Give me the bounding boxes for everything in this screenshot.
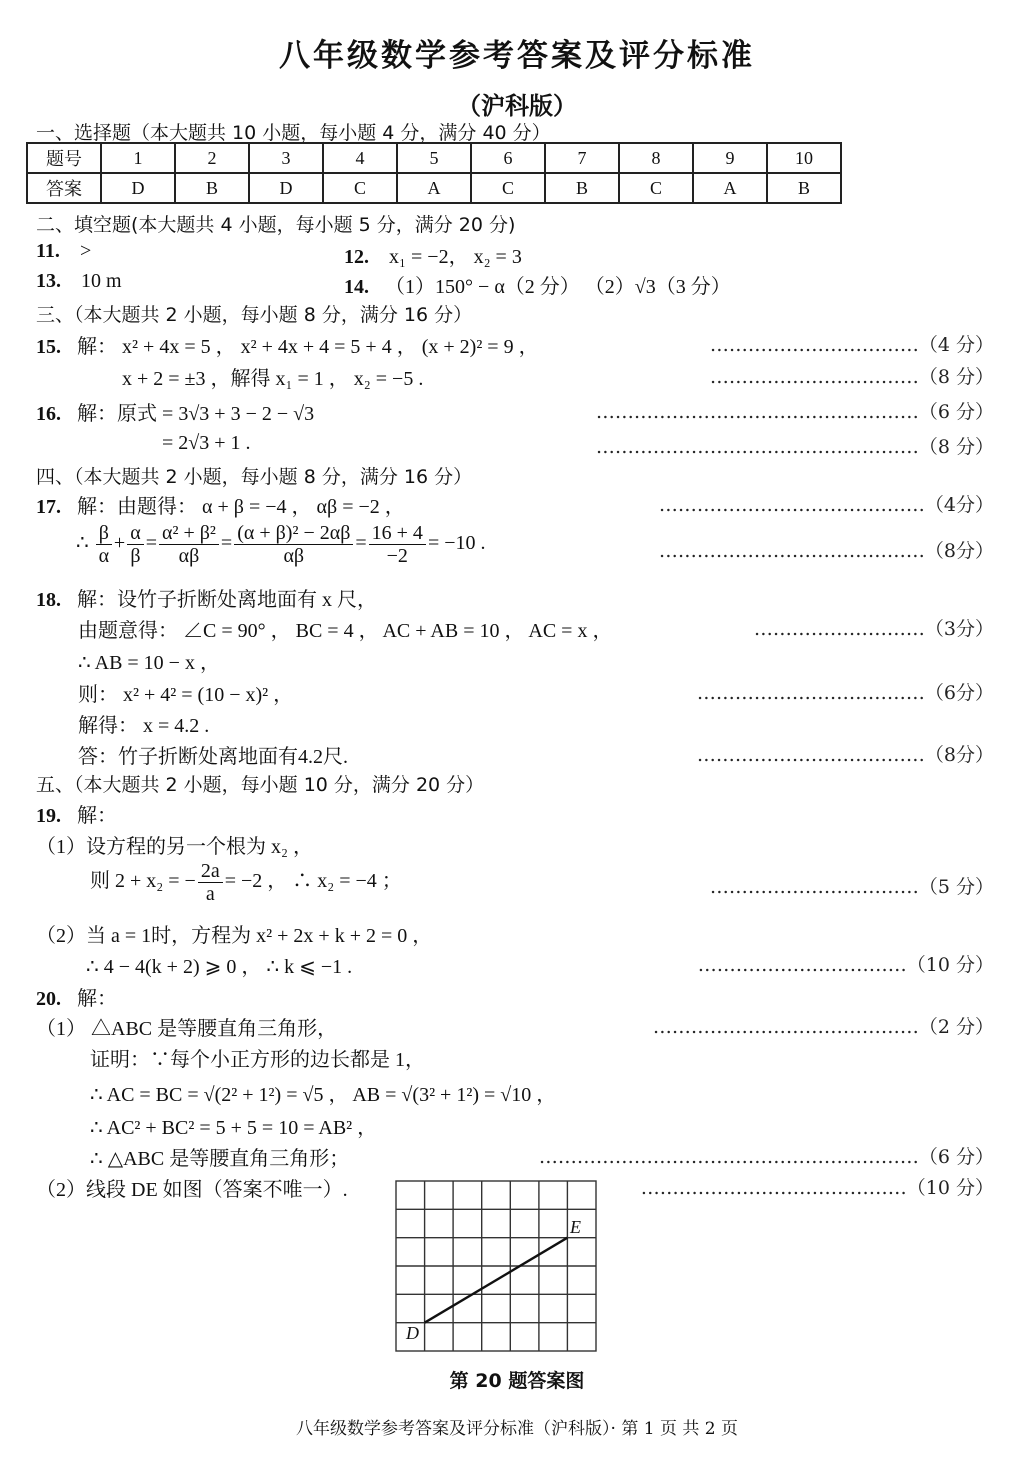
answer-cell: A <box>693 173 767 203</box>
q18-line2: 由题意得： ∠C = 90° ， BC = 4 ， AC + AB = 10 ， AC = x ， <box>78 620 613 642</box>
answer-cell: C <box>323 173 397 203</box>
q19-number: 19. <box>36 805 61 827</box>
q19-line4: ∴ 4 − 4(k + 2) ⩾ 0 ， ∴ k ⩽ −1 . <box>86 956 353 978</box>
q16-number: 16. <box>36 403 61 425</box>
section4-heading: 四、（本大题共 2 小题，每小题 8 分，满分 16 分） <box>36 466 473 488</box>
q13-number: 13. <box>36 270 61 292</box>
q16-line1-text: 解：原式 = 3√3 + 3 − 2 − √3 <box>77 403 315 425</box>
q19-line2-prefix: 则 2 + x₂ = − <box>90 870 196 893</box>
q12-answer <box>344 240 522 269</box>
q16-score2: ……………………………………………（8 分） <box>595 436 994 458</box>
fraction-denominator: αβ <box>178 545 200 567</box>
question-number: 3 <box>249 143 323 173</box>
q19-score4: ……………………………（10 分） <box>697 954 994 976</box>
therefore-symbol: ∴ <box>76 532 89 555</box>
q16-line1 <box>36 397 314 426</box>
q12-number: 12. <box>344 246 369 268</box>
q18-line4: 则： x² + 4² = (10 − x)² ， <box>78 684 294 706</box>
q17-line2: ∴ $\frac{\beta}{\alpha}$ + $\frac{\alpha}{\beta}$ = $\frac{\text{α² + β²}}{\alpha\beta}$ = $\frac{\text{(α + β)² − 2αβ}}{\alpha\beta}$ = $\frac{16 + 4}{-2}$ = −10 . <box>76 522 486 567</box>
section3-heading: 三、（本大题共 2 小题，每小题 8 分，满分 16 分） <box>36 304 473 326</box>
q20-line5: ∴ △ABC 是等腰直角三角形； <box>90 1148 350 1170</box>
point-e-label: E <box>570 1217 581 1237</box>
question-number: 4 <box>323 143 397 173</box>
segment-de <box>425 1238 568 1323</box>
question-number: 1 <box>101 143 175 173</box>
fraction-numerator: α <box>127 522 143 545</box>
question-row <box>27 143 841 173</box>
fraction <box>369 522 426 567</box>
fraction <box>198 860 223 905</box>
q18-line1 <box>36 583 377 612</box>
answer-cell: C <box>471 173 545 203</box>
section1-heading: 一、选择题（本大题共 10 小题，每小题 4 分，满分 40 分） <box>36 122 551 144</box>
answer-cell: B <box>175 173 249 203</box>
grid-figure <box>390 1175 604 1359</box>
q18-line5: 解得： x = 4.2 . <box>78 715 210 737</box>
grid-lines <box>396 1181 596 1351</box>
q16-score1: ……………………………………………（6 分） <box>595 401 994 423</box>
q17-line1 <box>36 490 405 519</box>
question-number: 10 <box>767 143 841 173</box>
fraction-numerator: α² + β² <box>159 522 219 545</box>
page-footer: 八年级数学参考答案及评分标准（沪科版）· 第 1 页 共 2 页 <box>296 1419 738 1439</box>
answer-table <box>26 142 842 204</box>
page-title: 八年级数学参考答案及评分标准 <box>279 38 755 74</box>
fraction-denominator: a <box>205 883 215 905</box>
q20-number: 20. <box>36 988 61 1010</box>
question-row-label: 题号 <box>27 143 101 173</box>
page-subtitle: （沪科版） <box>457 92 577 120</box>
q20-line6: （2）线段 DE 如图（答案不唯一）. <box>36 1179 348 1201</box>
q20-line1: （1） △ABC 是等腰直角三角形， <box>36 1018 338 1040</box>
q20-line3: ∴ AC = BC = √(2² + 1²) = √5 ， AB = √(3² + 1²) = √10 ， <box>90 1084 557 1106</box>
fraction <box>159 522 219 567</box>
q20-score6: ……………………………………（10 分） <box>640 1177 994 1199</box>
fraction-numerator: β <box>96 522 112 545</box>
q14-text: （1）150° − α（2 分） （2）√3（3 分） <box>385 276 731 298</box>
fraction-numerator: 16 + 4 <box>369 522 426 545</box>
q18-score4: ………………………………（6分） <box>696 682 994 704</box>
q15-score2: ……………………………（8 分） <box>709 366 994 388</box>
q15-score1: ……………………………（4 分） <box>709 334 994 356</box>
q11-text: > <box>79 240 92 262</box>
fraction-numerator: 2a <box>198 860 223 883</box>
fraction <box>234 522 353 567</box>
q17-number: 17. <box>36 496 61 518</box>
q20-score1: ……………………………………（2 分） <box>652 1016 994 1038</box>
q19-header-text: 解： <box>77 805 118 827</box>
answer-cell: B <box>545 173 619 203</box>
q17-line1-text: 解：由题得： α + β = −4 ， αβ = −2 ， <box>77 496 405 518</box>
fraction-denominator: α <box>98 545 110 567</box>
fraction <box>127 522 143 567</box>
question-number: 5 <box>397 143 471 173</box>
q18-line3: ∴ AB = 10 − x ， <box>78 652 220 674</box>
q19-score2: ……………………………（5 分） <box>709 876 994 898</box>
q15-line1-text: 解： x² + 4x = 5 ， x² + 4x + 4 = 5 + 4 ， (x + 2)² = 9 ， <box>77 336 539 358</box>
q19-line3: （2）当 a = 1时，方程为 x² + 2x + k + 2 = 0 ， <box>36 925 433 947</box>
q15-line1 <box>36 330 539 359</box>
section5-heading: 五、（本大题共 2 小题，每小题 10 分，满分 20 分） <box>36 774 485 796</box>
answer-cell: D <box>249 173 323 203</box>
q19-header <box>36 799 117 828</box>
q18-number: 18. <box>36 589 61 611</box>
fraction-denominator: β <box>130 545 141 567</box>
q19-line2-suffix: = −2 ， ∴ x₂ = −4 ； <box>224 870 402 893</box>
answer-cell: B <box>767 173 841 203</box>
q13-answer <box>36 270 122 293</box>
answer-row-label: 答案 <box>27 173 101 203</box>
q17-result: = −10 . <box>427 532 486 555</box>
fraction-denominator: αβ <box>283 545 305 567</box>
q11-number: 11. <box>36 240 60 262</box>
q16-line2: = 2√3 + 1 . <box>162 432 251 454</box>
q15-line2: x + 2 = ±3 ，解得 x₁ = 1 ， x₂ = −5 . <box>122 368 424 390</box>
q20-line2: 证明：∵每个小正方形的边长都是 1， <box>90 1049 425 1071</box>
q20-header-text: 解： <box>77 988 118 1010</box>
q13-text: 10 m <box>81 270 122 292</box>
q12-text: x₁ = −2， x₂ = 3 <box>389 246 522 268</box>
q20-header <box>36 982 117 1011</box>
section2-heading: 二、填空题(本大题共 4 小题，每小题 5 分，满分 20 分) <box>36 214 516 236</box>
fraction-denominator: −2 <box>386 545 408 567</box>
question-number: 8 <box>619 143 693 173</box>
q17-score2: ……………………………………（8分） <box>658 540 994 562</box>
q19-line2 <box>90 860 402 905</box>
q15-number: 15. <box>36 336 61 358</box>
q19-line1: （1）设方程的另一个根为 x₂ ， <box>36 836 313 858</box>
q14-answer <box>344 270 731 299</box>
answer-row <box>27 173 841 203</box>
answer-cell: A <box>397 173 471 203</box>
question-number: 2 <box>175 143 249 173</box>
answer-cell: C <box>619 173 693 203</box>
question-number: 9 <box>693 143 767 173</box>
answer-cell: D <box>101 173 175 203</box>
q18-score2: ………………………（3分） <box>753 618 994 640</box>
fraction-numerator: (α + β)² − 2αβ <box>234 522 353 545</box>
point-d-label: D <box>406 1323 419 1343</box>
figure-caption: 第 20 题答案图 <box>449 1370 585 1392</box>
question-number: 7 <box>545 143 619 173</box>
q18-score6: ………………………………（8分） <box>696 744 994 766</box>
question-number: 6 <box>471 143 545 173</box>
fraction <box>96 522 112 567</box>
q18-line6: 答：竹子折断处离地面有4.2尺. <box>78 746 348 768</box>
q17-score1: ……………………………………（4分） <box>658 494 994 516</box>
q20-line4: ∴ AC² + BC² = 5 + 5 = 10 = AB² ， <box>90 1117 378 1139</box>
q18-line1-text: 解：设竹子折断处离地面有 x 尺， <box>77 589 378 611</box>
q20-score5: ……………………………………………………（6 分） <box>538 1146 994 1168</box>
q11-answer <box>36 240 91 263</box>
q14-number: 14. <box>344 276 369 298</box>
